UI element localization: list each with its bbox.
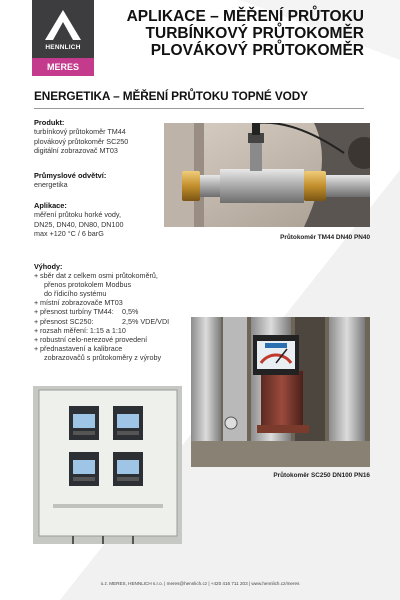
product-heading: Produkt: (34, 118, 65, 127)
industry-block (34, 171, 106, 190)
product-line: turbínkový průtokoměr TM44 (34, 127, 126, 137)
product-line: plovákový průtokoměr SC250 (34, 136, 129, 146)
industry-value: energetika (34, 180, 68, 190)
list-item: + sběr dat z celkem osmi průtokoměrů, (34, 271, 158, 281)
application-block (34, 201, 123, 238)
advantages-block (34, 262, 194, 362)
list-item: + přednastavení a kalibrace (34, 343, 123, 353)
title-line-1: APLIKACE – MĚŘENÍ PRŮTOKU (126, 8, 364, 25)
title-line-2: TURBÍNKOVÝ PRŮTOKOMĚR (145, 25, 364, 42)
list-item: + robustní celo-nerezové provedení (34, 334, 148, 344)
list-item-continuation: přenos protokolem Modbus (44, 280, 132, 290)
logo-brand-text: HENNLICH (45, 44, 81, 51)
photo-mt03-display-cabinet (33, 386, 182, 544)
company-logo (32, 0, 94, 76)
logo-mark-icon (43, 8, 83, 42)
title-line-3: PLOVÁKOVÝ PRŮTOKOMĚR (150, 42, 364, 59)
list-item: + místní zobrazovače MT03 (34, 298, 123, 308)
application-line: max +120 °C / 6 barG (34, 228, 104, 238)
photo-sc250-flowmeter (191, 317, 370, 467)
logo-sub-text: MERES (32, 58, 94, 76)
footer-contact: o.z. MERES, HENNLICH s.r.o. | meres@hennlich.cz | +420 416 711 203 | www.hennlich.cz/meres (100, 581, 300, 586)
list-item-continuation: zobrazovačů s průtokoměry z výroby (44, 352, 162, 362)
application-line: měření průtoku horké vody, (34, 210, 121, 220)
photo-tm44-flowmeter (164, 123, 370, 227)
photo-caption-tm44: Průtokoměr TM44 DN40 PN40 (280, 234, 370, 241)
photo-caption-sc250: Průtokoměr SC250 DN100 PN16 (273, 472, 370, 479)
industry-heading: Průmyslové odvětví: (34, 171, 107, 180)
list-item: + přesnost SC250: 2,5% VDE/VDI (34, 316, 170, 326)
heading-divider (34, 108, 364, 109)
application-line: DN25, DN40, DN80, DN100 (34, 219, 124, 229)
product-line: digitální zobrazovač MT03 (34, 145, 118, 155)
list-item: + rozsah měření: 1:15 a 1:10 (34, 325, 126, 335)
list-item: + přesnost turbíny TM44: 0,5% (34, 307, 139, 317)
page-title (104, 8, 364, 59)
list-item-continuation: do řídicího systému (44, 289, 107, 299)
product-block (34, 118, 128, 155)
application-heading: Aplikace: (34, 201, 67, 210)
section-heading: ENERGETIKA – MĚŘENÍ PRŮTOKU TOPNÉ VODY (34, 89, 308, 103)
advantages-heading: Výhody: (34, 262, 63, 271)
